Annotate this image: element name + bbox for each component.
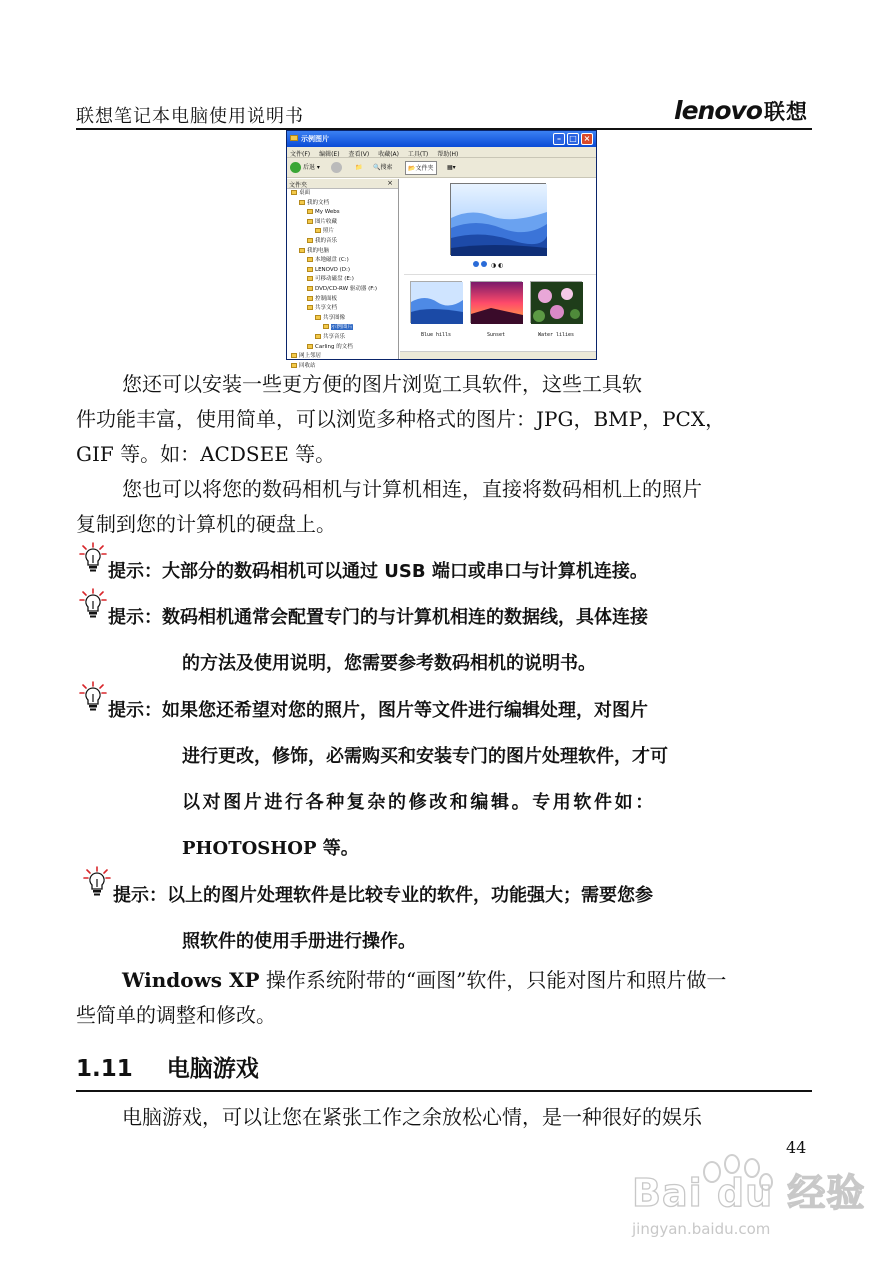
menu-help: 帮助(H) [437,151,459,158]
folder-icon [307,276,313,281]
thumbnail-blue-hills [410,281,462,323]
tree-item-label: 回收站 [299,362,316,369]
thumbnail-sunset [470,281,522,323]
search-icon: 🔍 [373,164,381,171]
thumbnail-label-water-lilies: Water lilies [537,332,575,338]
thumbnail-label-sunset: Sunset [486,332,506,338]
picture-view [400,179,596,359]
explorer-toolbar [287,158,596,178]
folder-icon [299,200,305,205]
windows-xp-term: Windows XP [122,968,260,992]
logo-word: lenovo [674,96,762,125]
folder-icon [307,344,313,349]
menu-favorites: 收藏(A) [378,151,399,158]
menu-tools: 工具(T) [407,151,429,158]
paragraph-1-line-3: GIF 等。如：ACDSEE 等。 [76,442,336,466]
folder-icon [323,324,329,329]
page-header [76,96,812,130]
menu-edit: 编辑(E) [319,151,340,158]
tree-item [287,227,398,237]
tree-item-label: 图片收藏 [315,218,338,225]
folder-icon [307,238,313,243]
views-icon: ▦▾ [447,164,456,171]
tree-item [287,343,398,353]
paragraph-2-line-1: 您也可以将您的数码相机与计算机相连，直接将数码相机上的照片 [122,477,702,501]
tree-item [287,323,398,333]
tree-item [287,275,398,285]
explorer-screenshot [286,130,597,369]
thumbnail-label-blue-hills: Blue hills [420,332,452,338]
tree-item-label: 共享图像 [323,314,346,321]
paragraph-4-line-1: 电脑游戏，可以让您在紧张工作之余放松心情，是一种很好的娱乐 [122,1105,702,1129]
tree-item-label: 我的音乐 [315,237,338,244]
folder-icon [299,248,305,253]
tree-item [287,295,398,305]
paragraph-2-line-2: 复制到您的计算机的硬盘上。 [76,512,336,536]
back-button: 后退 ▾ [290,161,320,175]
paragraph-3-line-1 [122,966,726,995]
minimize-icon: – [553,133,565,145]
tree-item [287,247,398,257]
folder-icon [307,305,313,310]
folder-icon [307,219,313,224]
tip-bulb-icon [78,681,108,713]
folder-icon [291,363,297,368]
folder-tree [287,189,398,371]
tree-item [287,189,398,199]
search-button: 🔍搜索 [373,164,393,171]
tree-item [287,285,398,295]
tree-item-label: 网上邻居 [299,353,322,360]
folder-icon [307,286,313,291]
tree-item-label: 我的电脑 [307,247,330,254]
tree-item [287,333,398,343]
tree-item-label: 共享音乐 [323,333,346,340]
tree-item-label: 我的文档 [307,199,330,206]
tip-4-line-1: 提示：以上的图片处理软件是比较专业的软件，功能强大；需要您参 [113,885,653,906]
tip-bulb-icon [78,588,108,620]
pane-close-icon: × [387,179,393,187]
logo-cn: 联想 [764,100,808,124]
tree-item-label: 共享文档 [315,305,338,312]
folder-icon [307,209,313,214]
tree-item-label: 示例图片 [331,324,354,331]
menu-file: 文件(F) [290,151,311,158]
tree-item [287,352,398,362]
tip-3-line-1: 提示：如果您还希望对您的照片，图片等文件进行编辑处理，对图片 [108,700,648,721]
paragraph-3-line-1-text: 操作系统附带的“画图”软件，只能对图片和照片做一 [259,968,727,992]
tree-item [287,218,398,228]
page-number: 44 [786,1138,807,1157]
preview-image-blue-hills [450,183,546,255]
next-image-icon [481,261,487,267]
tree-item-label: LENOVO (D:) [315,266,351,273]
watermark-brand: Bai du 经验 [632,1171,866,1215]
up-folder-icon: 📁 [355,164,363,171]
folder-pane-header: 文件夹 × [287,179,398,189]
section-heading [76,1050,259,1083]
paragraph-3-line-2: 些简单的调整和修改。 [76,1003,276,1027]
tree-item-label: DVD/CD-RW 驱动器 (F:) [315,285,377,292]
tree-item-label: 桌面 [299,190,311,196]
tip-bulb-icon [78,542,108,574]
tip-1: 提示：大部分的数码相机可以通过 USB 端口或串口与计算机连接。 [108,561,648,582]
tree-item [287,237,398,247]
folder-icon [291,190,297,195]
tree-item [287,266,398,276]
tip-2-line-1: 提示：数码相机通常会配置专门的与计算机相连的数据线，具体连接 [108,607,648,628]
menu-view: 查看(V) [348,151,370,158]
previous-image-icon [473,261,479,267]
tree-item [287,304,398,314]
tree-item-label: 本地磁盘 (C:) [315,257,349,264]
section-title: 电脑游戏 [166,1056,259,1082]
tip-3-line-2: 进行更改，修饰，必需购买和安装专门的图片处理软件，才可 [182,746,668,767]
tree-item [287,256,398,266]
folder-icon [291,353,297,358]
folder-tree-pane [287,179,399,369]
folder-icon [307,267,313,272]
rotate-icons: ◑ ◐ [490,262,504,269]
folders-icon: 📂 [408,165,416,172]
tree-item [287,314,398,324]
section-divider [76,1090,812,1092]
tree-item-label: 照片 [323,228,335,235]
close-icon: × [581,133,593,145]
lenovo-logo [674,96,808,126]
header-title: 联想笔记本电脑使用说明书 [76,106,304,127]
maximize-icon: □ [567,133,579,145]
folders-button: 📂文件夹 [405,161,437,175]
explorer-window-title: 示例图片 [301,135,329,143]
tree-item-label: My Webs [315,209,340,216]
folder-icon [307,296,313,301]
tip-bulb-icon [82,866,112,898]
folder-icon [307,257,313,262]
explorer-title-bar [287,131,596,147]
folder-icon [315,228,321,233]
tree-item [287,199,398,209]
forward-button [331,161,344,175]
thumbnail-water-lilies [530,281,582,323]
folder-icon [315,334,321,339]
folder-icon [290,135,298,141]
tip-3-line-4: PHOTOSHOP 等。 [182,838,359,859]
back-arrow-icon [290,162,301,173]
tree-item-label: Carling 的文档 [315,343,353,350]
folder-icon [315,315,321,320]
tip-3-line-3: 以对图片进行各种复杂的修改和编辑。专用软件如： [182,792,656,813]
paragraph-1-line-2: 件功能丰富，使用简单，可以浏览多种格式的图片：JPG，BMP，PCX， [76,407,726,431]
tree-item [287,208,398,218]
tree-item-label: 可移动磁盘 (E:) [315,276,354,283]
watermark-url: jingyan.baidu.com [632,1220,771,1238]
paragraph-1-line-1: 您还可以安装一些更方便的图片浏览工具软件，这些工具软 [122,372,642,396]
forward-arrow-icon [331,162,342,173]
section-number: 1.11 [76,1056,133,1082]
horizontal-scrollbar [400,351,596,359]
tip-2-line-2: 的方法及使用说明，您需要参考数码相机的说明书。 [182,653,596,674]
image-navigation [473,261,503,269]
explorer-menu-bar [287,147,596,158]
tree-item-label: 控制面板 [315,295,338,302]
tip-4-line-2: 照软件的使用手册进行操作。 [182,931,416,952]
